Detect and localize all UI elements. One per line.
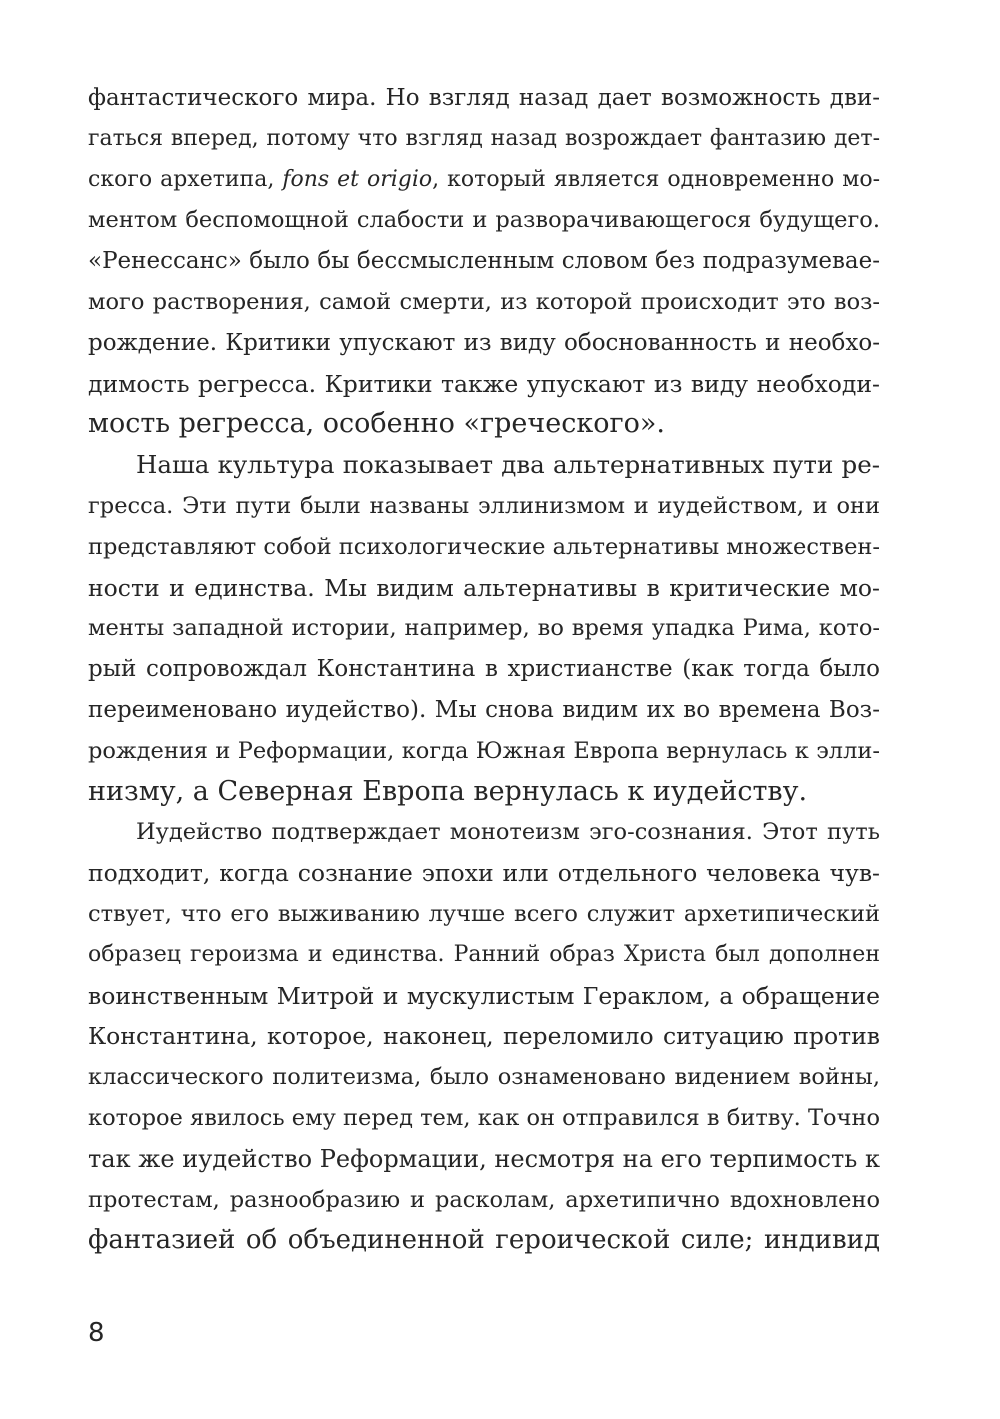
text-line: так же иудейство Реформации, несмотря на его терпимость к [88, 1144, 880, 1173]
paragraph-3 [88, 812, 880, 1261]
text-line: гресса. Эти пути были названы эллинизмом и иудейством, и они [88, 492, 880, 519]
text-line: Наша культура показывает два альтернативных пути ре- [136, 450, 880, 480]
text-line: которое явилось ему перед тем, как он отправился в битву. Точно [88, 1104, 880, 1131]
paragraph-2 [88, 445, 880, 812]
page-number: 8 [88, 1318, 105, 1348]
text-line: «Ренессанс» было бы бессмысленным словом без подразумевае- [88, 248, 880, 275]
text-line: мость регресса, особенно «греческого». [88, 408, 665, 440]
text-line: протестам, разнообразию и расколам, архетипично вдохновлено [88, 1186, 880, 1213]
text-line: образец героизма и единства. Ранний образ Христа был дополнен [88, 941, 880, 967]
text-line: переименовано иудейство). Мы снова видим их во времена Воз- [88, 696, 880, 723]
text-line: ствует, что его выживанию лучше всего служит архетипический [88, 900, 880, 927]
text-line: ментом беспомощной слабости и разворачивающегося будущего. [88, 207, 880, 234]
body-text [88, 78, 880, 1261]
text-line: менты западной истории, например, во время упадка Рима, кото- [88, 615, 880, 642]
text-line: подходит, когда сознание эпохи или отдельного человека чув- [88, 859, 880, 888]
text-line: димость регресса. Критики также упускают из виду необходи- [88, 369, 880, 398]
text-line: низму, а Северная Европа вернулась к иудейству. [88, 775, 808, 807]
text-line: фантастического мира. Но взгляд назад дает возможность дви- [88, 85, 880, 111]
text-line: ности и единства. Мы видим альтернативы в критические мо- [88, 573, 880, 602]
text-line: гаться вперед, потому что взгляд назад возрождает фантазию дет- [88, 125, 880, 151]
text-line: фантазией об объединенной героической силе; индивид [88, 1225, 880, 1256]
text-line: Иудейство подтверждает монотеизм эго-сознания. Этот путь [136, 819, 880, 846]
italic-latin-phrase: fons et origio [282, 166, 433, 192]
text-fragment: , который является одновременно мо- [432, 166, 880, 192]
text-line: рождение. Критики упускают из виду обоснованность и необхо- [88, 329, 880, 356]
paragraph-1 [88, 78, 880, 445]
text-line: представляют собой психологические альтернативы множествен- [88, 533, 880, 560]
text-fragment: ского архетипа, [88, 166, 283, 192]
text-line: рый сопровождал Константина в христианстве (как тогда было [88, 656, 880, 683]
text-line: мого растворения, самой смерти, из которой происходит это воз- [88, 288, 880, 315]
text-line: классического политеизма, было ознаменовано видением войны, [88, 1064, 880, 1091]
text-line: Константина, которое, наконец, переломило ситуацию против [88, 1022, 880, 1051]
text-line: рождения и Реформации, когда Южная Европа вернулась к элли- [88, 737, 880, 764]
text-line [88, 160, 880, 201]
text-line: воинственным Митрой и мускулистым Гераклом, а обращение [88, 981, 880, 1010]
